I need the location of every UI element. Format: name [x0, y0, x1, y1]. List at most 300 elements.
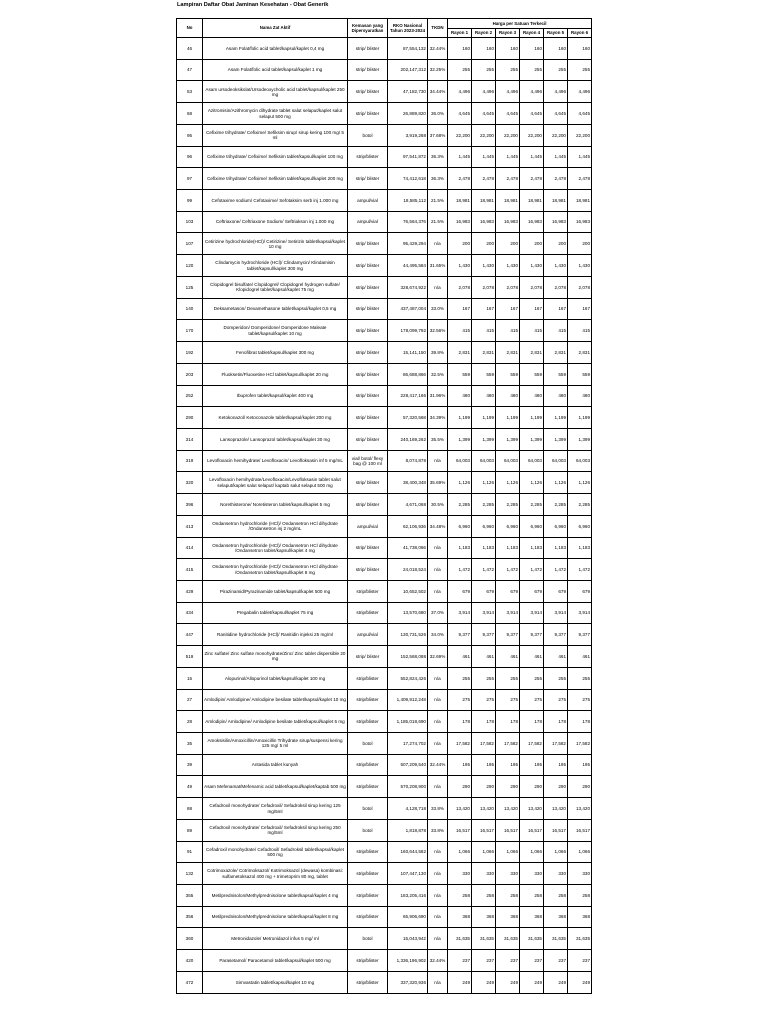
price-region-6-cell: 31,635	[568, 928, 592, 950]
price-region-3-cell: 6,960	[496, 515, 520, 537]
price-region-3-cell: 1,183	[496, 537, 520, 559]
tkdn-cell: n/a	[428, 276, 448, 298]
tkdn-cell: n/a	[428, 580, 448, 602]
price-region-2-cell: 200	[472, 233, 496, 255]
table-row	[177, 428, 592, 450]
active-ingredient-cell: Asam Folat/folic acid tablet/kapsul/kaplet 1 mg	[203, 59, 348, 81]
active-ingredient-cell: Ondansetron hydrochloride (HCl)/ Ondansetron HCl dihydrate /Ondansetron tablet/kapsul/kaplet 8 mg	[203, 559, 348, 581]
active-ingredient-cell: Ondansetron hydrochloride (HCl)/ Ondansetron HCl dihydrate /Ondansetron inj 2 mg/mL	[203, 515, 348, 537]
price-region-1-cell: 249	[448, 971, 472, 993]
rko-cell: 1,336,196,902	[388, 950, 428, 972]
price-region-1-cell: 2,078	[448, 276, 472, 298]
price-region-1-cell: 255	[448, 667, 472, 689]
packaging-cell: strip/ blister	[348, 276, 388, 298]
price-region-2-cell: 9,377	[472, 624, 496, 646]
table-row	[177, 233, 592, 255]
packaging-cell: strip/ blister	[348, 38, 388, 60]
price-region-1-cell: 480	[448, 385, 472, 407]
row-number-cell: 252	[177, 385, 203, 407]
price-region-3-cell: 1,445	[496, 146, 520, 168]
price-region-3-cell: 16,983	[496, 211, 520, 233]
table-row	[177, 494, 592, 516]
tkdn-cell: n/a	[428, 776, 448, 798]
price-region-6-cell: 2,831	[568, 342, 592, 364]
price-region-2-cell: 249	[472, 971, 496, 993]
price-region-4-cell: 167	[520, 298, 544, 320]
price-region-4-cell: 290	[520, 776, 544, 798]
rko-cell: 240,169,262	[388, 428, 428, 450]
rko-cell: 97,541,872	[388, 146, 428, 168]
price-region-6-cell: 200	[568, 233, 592, 255]
price-region-1-cell: 2,478	[448, 168, 472, 190]
active-ingredient-cell: Cetirizine hydrochloride(HCl)/ Cetirizine/ Setirizin tablet/kapsul/kaplet 10 mg	[203, 233, 348, 255]
price-region-6-cell: 290	[568, 776, 592, 798]
price-region-6-cell: 160	[568, 38, 592, 60]
tkdn-cell: n/a	[428, 450, 448, 472]
packaging-cell: strip/ blister	[348, 103, 388, 125]
price-region-1-cell: 275	[448, 689, 472, 711]
price-region-3-cell: 258	[496, 885, 520, 907]
packaging-cell: ampul/vial	[348, 190, 388, 212]
active-ingredient-cell: Fluoksetin/Fluoxetine HCl tablet/kapsul/kaplet 20 mg	[203, 363, 348, 385]
price-region-2-cell: 1,399	[472, 428, 496, 450]
rko-cell: 3,919,268	[388, 124, 428, 146]
price-region-1-cell: 178	[448, 711, 472, 733]
price-region-4-cell: 275	[520, 689, 544, 711]
price-region-1-cell: 1,199	[448, 407, 472, 429]
price-region-3-cell: 255	[496, 59, 520, 81]
active-ingredient-cell: Asam Folat/folic acid tablet/kapsul/kaplet 0,4 mg	[203, 38, 348, 60]
packaging-cell: strip/blister	[348, 667, 388, 689]
price-region-5-cell: 6,960	[544, 515, 568, 537]
packaging-cell: botol	[348, 928, 388, 950]
price-region-4-cell: 1,183	[520, 537, 544, 559]
price-region-2-cell: 160	[472, 38, 496, 60]
price-region-5-cell: 160	[544, 38, 568, 60]
price-region-5-cell: 255	[544, 59, 568, 81]
price-region-6-cell: 2,285	[568, 494, 592, 516]
rko-cell: 13,570,680	[388, 602, 428, 624]
row-number-cell: 132	[177, 863, 203, 885]
active-ingredient-cell: Clopidogrel bisulfate/ Clopidogrel/ Clopidogrel hydrogen sulfate/ Klopidogrel tablet/kapsul/kaplet 75 mg	[203, 276, 348, 298]
price-region-5-cell: 195	[544, 754, 568, 776]
row-number-cell: 414	[177, 537, 203, 559]
price-region-4-cell: 559	[520, 363, 544, 385]
packaging-cell: strip/ blister	[348, 559, 388, 581]
packaging-cell: strip/blister	[348, 711, 388, 733]
tkdn-cell: 31.65%	[428, 255, 448, 277]
price-region-2-cell: 237	[472, 950, 496, 972]
packaging-cell: vial/ botol/ flexy bag @ 100 ml	[348, 450, 388, 472]
price-region-4-cell: 4,496	[520, 81, 544, 103]
price-region-6-cell: 1,066	[568, 841, 592, 863]
tkdn-cell: 34.48%	[428, 515, 448, 537]
rko-cell: 152,568,088	[388, 646, 428, 668]
table-row	[177, 385, 592, 407]
row-number-cell: 49	[177, 776, 203, 798]
price-region-6-cell: 6,960	[568, 515, 592, 537]
tkdn-cell: 32.44%	[428, 754, 448, 776]
tkdn-cell: 33.8%	[428, 798, 448, 820]
rko-cell: 8,074,878	[388, 450, 428, 472]
price-region-6-cell: 249	[568, 971, 592, 993]
price-region-2-cell: 2,831	[472, 342, 496, 364]
packaging-cell: strip/blister	[348, 146, 388, 168]
document-title: Lampiran Daftar Obat Jaminan Kesehatan - Obat Generik	[177, 2, 329, 8]
active-ingredient-cell: Ondansetron hydrochloride (HCl)/ Ondansetron HCl dihydrate /Ondansetron tablet/kapsul/kaplet 4 mg	[203, 537, 348, 559]
price-region-2-cell: 330	[472, 863, 496, 885]
packaging-cell: strip/ blister	[348, 59, 388, 81]
price-region-1-cell: 1,126	[448, 472, 472, 494]
row-number-cell: 203	[177, 363, 203, 385]
header-active-ingredient: Nama Zat Aktif	[203, 19, 348, 38]
table-row	[177, 950, 592, 972]
price-region-6-cell: 22,200	[568, 124, 592, 146]
active-ingredient-cell: Ceftriaxone/ Ceftriaxone Sodium/ Seftriakson inj 1.000 mg	[203, 211, 348, 233]
price-region-4-cell: 1,066	[520, 841, 544, 863]
packaging-cell: strip/ blister	[348, 298, 388, 320]
packaging-cell: strip/blister	[348, 885, 388, 907]
price-region-4-cell: 160	[520, 38, 544, 60]
price-region-5-cell: 9,377	[544, 624, 568, 646]
price-region-3-cell: 9,377	[496, 624, 520, 646]
active-ingredient-cell: Parasetamol/ Paracetamol tablet/kapsul/kaplet 500 mg	[203, 950, 348, 972]
price-region-1-cell: 195	[448, 754, 472, 776]
price-region-3-cell: 415	[496, 320, 520, 342]
row-number-cell: 120	[177, 255, 203, 277]
active-ingredient-cell: Norethisterone/ Noretisteron tablet/kapsul/kaplet 5 mg	[203, 494, 348, 516]
packaging-cell: botol	[348, 798, 388, 820]
active-ingredient-cell: Fenofibrat tablet/kapsul/kaplet 300 mg	[203, 342, 348, 364]
row-number-cell: 99	[177, 190, 203, 212]
rko-cell: 76,564,376	[388, 211, 428, 233]
price-region-5-cell: 275	[544, 689, 568, 711]
price-region-6-cell: 330	[568, 863, 592, 885]
tkdn-cell: 32.44%	[428, 950, 448, 972]
rko-cell: 18,585,112	[388, 190, 428, 212]
tkdn-cell: 32.56%	[428, 320, 448, 342]
row-number-cell: 91	[177, 841, 203, 863]
price-region-4-cell: 1,445	[520, 146, 544, 168]
row-number-cell: 46	[177, 38, 203, 60]
rko-cell: 57,320,568	[388, 407, 428, 429]
tkdn-cell: 35.5%	[428, 428, 448, 450]
rko-cell: 15,141,150	[388, 342, 428, 364]
price-region-5-cell: 22,200	[544, 124, 568, 146]
tkdn-cell: n/a	[428, 885, 448, 907]
table-row	[177, 559, 592, 581]
price-region-5-cell: 368	[544, 906, 568, 928]
row-number-cell: 103	[177, 211, 203, 233]
price-region-6-cell: 3,914	[568, 602, 592, 624]
price-region-2-cell: 559	[472, 363, 496, 385]
packaging-cell: strip/ blister	[348, 646, 388, 668]
rko-cell: 74,412,618	[388, 168, 428, 190]
active-ingredient-cell: Cefixime trihydrate/ Cefixime/ Sefiksim tablet/kapsul/kaplet 100 mg	[203, 146, 348, 168]
rko-cell: 26,889,820	[388, 103, 428, 125]
price-region-3-cell: 1,399	[496, 428, 520, 450]
table-row	[177, 667, 592, 689]
tkdn-cell: 21.5%	[428, 190, 448, 212]
price-region-5-cell: 1,399	[544, 428, 568, 450]
price-region-5-cell: 255	[544, 667, 568, 689]
table-row	[177, 602, 592, 624]
price-region-6-cell: 480	[568, 385, 592, 407]
active-ingredient-cell: Lansoprazole/ Lansoprazol tablet/kapsul/kaplet 30 mg	[203, 428, 348, 450]
price-region-6-cell: 258	[568, 885, 592, 907]
price-region-4-cell: 64,003	[520, 450, 544, 472]
price-region-6-cell: 16,517	[568, 819, 592, 841]
rko-cell: 178,099,792	[388, 320, 428, 342]
tkdn-cell: 34.0%	[428, 624, 448, 646]
rko-cell: 328,674,922	[388, 276, 428, 298]
table-row	[177, 450, 592, 472]
table-header	[177, 19, 592, 38]
price-region-6-cell: 1,199	[568, 407, 592, 429]
price-region-3-cell: 1,066	[496, 841, 520, 863]
active-ingredient-cell: Cefadroxil monohydrate/ Cefadroxil/ Sefadroksil sirup kering 250 mg/5ml	[203, 819, 348, 841]
rko-cell: 183,205,416	[388, 885, 428, 907]
rko-cell: 4,671,068	[388, 494, 428, 516]
packaging-cell: strip/ blister	[348, 472, 388, 494]
price-region-4-cell: 16,983	[520, 211, 544, 233]
price-region-4-cell: 178	[520, 711, 544, 733]
price-region-4-cell: 258	[520, 885, 544, 907]
price-region-3-cell: 330	[496, 863, 520, 885]
rko-cell: 228,417,166	[388, 385, 428, 407]
table-row	[177, 928, 592, 950]
header-packaging: Kemasan yang Dipersyaratkan	[348, 19, 388, 38]
price-region-3-cell: 160	[496, 38, 520, 60]
rko-cell: 87,554,132	[388, 38, 428, 60]
tkdn-cell: 32.69%	[428, 646, 448, 668]
price-region-1-cell: 6,960	[448, 515, 472, 537]
price-region-5-cell: 1,199	[544, 407, 568, 429]
tkdn-cell: n/a	[428, 928, 448, 950]
tkdn-cell: n/a	[428, 667, 448, 689]
row-number-cell: 170	[177, 320, 203, 342]
active-ingredient-cell: Amoksisilin/Amoxicillin/Amoxicillin Trihydrate sirup/suspensi kering 125 mg/ 5 ml	[203, 733, 348, 755]
price-region-3-cell: 22,200	[496, 124, 520, 146]
rko-cell: 1,818,878	[388, 819, 428, 841]
price-region-2-cell: 1,066	[472, 841, 496, 863]
rko-cell: 38,400,348	[388, 472, 428, 494]
price-region-3-cell: 195	[496, 754, 520, 776]
price-region-3-cell: 1,472	[496, 559, 520, 581]
tkdn-cell: n/a	[428, 906, 448, 928]
price-region-5-cell: 178	[544, 711, 568, 733]
price-region-6-cell: 1,472	[568, 559, 592, 581]
row-number-cell: 519	[177, 646, 203, 668]
table-row	[177, 863, 592, 885]
price-region-5-cell: 16,517	[544, 819, 568, 841]
price-region-2-cell: 64,003	[472, 450, 496, 472]
rko-cell: 130,731,526	[388, 624, 428, 646]
active-ingredient-cell: Amlodipin/ Amlodipine/ Amlodipine besilate tablet/kapsul/kaplet 5 mg	[203, 711, 348, 733]
table-row	[177, 906, 592, 928]
price-region-4-cell: 255	[520, 667, 544, 689]
price-region-4-cell: 1,399	[520, 428, 544, 450]
price-region-1-cell: 16,517	[448, 819, 472, 841]
price-region-1-cell: 4,496	[448, 81, 472, 103]
price-region-3-cell: 4,645	[496, 103, 520, 125]
rko-cell: 570,208,900	[388, 776, 428, 798]
price-region-2-cell: 1,199	[472, 407, 496, 429]
price-region-6-cell: 178	[568, 711, 592, 733]
price-region-5-cell: 1,066	[544, 841, 568, 863]
packaging-cell: strip/ blister	[348, 494, 388, 516]
table-row	[177, 798, 592, 820]
row-number-cell: 447	[177, 624, 203, 646]
price-region-6-cell: 1,445	[568, 146, 592, 168]
active-ingredient-cell: Ranitidine hydrochloride (HCl)/ Ranitidin injeksi 25 mg/ml	[203, 624, 348, 646]
price-region-2-cell: 368	[472, 906, 496, 928]
price-region-2-cell: 2,285	[472, 494, 496, 516]
price-region-3-cell: 679	[496, 580, 520, 602]
price-region-2-cell: 18,981	[472, 190, 496, 212]
active-ingredient-cell: Asam ursodeoksikolat/Ursodeoxycholic acid tablet/kapsul/kaplet 250 mg	[203, 81, 348, 103]
price-region-1-cell: 290	[448, 776, 472, 798]
price-region-1-cell: 461	[448, 646, 472, 668]
price-region-4-cell: 255	[520, 59, 544, 81]
price-region-4-cell: 249	[520, 971, 544, 993]
header-tkdn: TKDN	[428, 19, 448, 38]
tkdn-cell: n/a	[428, 971, 448, 993]
table-row	[177, 515, 592, 537]
price-region-6-cell: 4,496	[568, 81, 592, 103]
price-region-5-cell: 17,582	[544, 733, 568, 755]
active-ingredient-cell: Antasida tablet kunyah	[203, 754, 348, 776]
price-region-1-cell: 1,445	[448, 146, 472, 168]
price-region-5-cell: 2,285	[544, 494, 568, 516]
price-region-4-cell: 18,981	[520, 190, 544, 212]
price-region-4-cell: 1,472	[520, 559, 544, 581]
rko-cell: 15,043,942	[388, 928, 428, 950]
packaging-cell: strip/ blister	[348, 255, 388, 277]
table-row	[177, 819, 592, 841]
price-region-6-cell: 167	[568, 298, 592, 320]
price-region-2-cell: 1,430	[472, 255, 496, 277]
tkdn-cell: 37.0%	[428, 602, 448, 624]
price-region-4-cell: 2,478	[520, 168, 544, 190]
packaging-cell: strip/blister	[348, 841, 388, 863]
price-region-2-cell: 2,478	[472, 168, 496, 190]
active-ingredient-cell: Cefixime trihydrate/ Cefixime/ Sefiksim sirup/ sirup kering 100 mg/ 5 ml	[203, 124, 348, 146]
row-number-cell: 434	[177, 602, 203, 624]
rko-cell: 160,644,582	[388, 841, 428, 863]
price-region-2-cell: 13,420	[472, 798, 496, 820]
table-row	[177, 342, 592, 364]
table-row	[177, 776, 592, 798]
price-region-6-cell: 1,430	[568, 255, 592, 277]
row-number-cell: 15	[177, 667, 203, 689]
price-region-1-cell: 368	[448, 906, 472, 928]
price-region-4-cell: 368	[520, 906, 544, 928]
price-region-1-cell: 1,183	[448, 537, 472, 559]
price-region-2-cell: 461	[472, 646, 496, 668]
packaging-cell: strip/blister	[348, 776, 388, 798]
tkdn-cell: n/a	[428, 711, 448, 733]
price-region-6-cell: 275	[568, 689, 592, 711]
price-region-2-cell: 275	[472, 689, 496, 711]
header-price-group: Harga per Satuan Terkecil	[448, 19, 592, 29]
price-region-1-cell: 1,430	[448, 255, 472, 277]
price-region-1-cell: 18,981	[448, 190, 472, 212]
packaging-cell: strip/ blister	[348, 385, 388, 407]
price-region-3-cell: 290	[496, 776, 520, 798]
price-region-5-cell: 461	[544, 646, 568, 668]
price-region-6-cell: 18,981	[568, 190, 592, 212]
price-region-2-cell: 255	[472, 59, 496, 81]
price-region-4-cell: 200	[520, 233, 544, 255]
price-region-1-cell: 2,831	[448, 342, 472, 364]
active-ingredient-cell: Deksametason/ Dexamethasone tablet/kapsul/kaplet 0,5 mg	[203, 298, 348, 320]
table-row	[177, 841, 592, 863]
price-region-4-cell: 16,517	[520, 819, 544, 841]
price-region-1-cell: 64,003	[448, 450, 472, 472]
tkdn-cell: 36.3%	[428, 168, 448, 190]
packaging-cell: strip/blister	[348, 580, 388, 602]
active-ingredient-cell: Cotrimoxazole/ Cotrimoksazol/ Kotrimoksazol (dewasa) kombinasi: sulfametoksazol 400 mg + trimetoprim 80 mg, tablet	[203, 863, 348, 885]
row-number-cell: 396	[177, 494, 203, 516]
price-region-5-cell: 258	[544, 885, 568, 907]
packaging-cell: strip/ blister	[348, 537, 388, 559]
table-body	[177, 38, 592, 994]
row-number-cell: 413	[177, 515, 203, 537]
price-region-5-cell: 2,078	[544, 276, 568, 298]
price-region-6-cell: 368	[568, 906, 592, 928]
rko-cell: 62,106,936	[388, 515, 428, 537]
tkdn-cell: 35.69%	[428, 472, 448, 494]
price-region-6-cell: 1,183	[568, 537, 592, 559]
packaging-cell: strip/blister	[348, 863, 388, 885]
active-ingredient-cell: Levofloxacin hemihydrate/ Levofloxacin/ Levofloksasin inf 5 mg/mL	[203, 450, 348, 472]
packaging-cell: strip/ blister	[348, 407, 388, 429]
price-region-6-cell: 2,478	[568, 168, 592, 190]
active-ingredient-cell: Zinc sulfate/ Zinc sulfate monohydrate/Zinc/ Zinc tablet dispersible 20 mg	[203, 646, 348, 668]
active-ingredient-cell: Ketokonazol/ Ketoconazole tablet/kapsul/kaplet 200 mg	[203, 407, 348, 429]
active-ingredient-cell: Pirazinamid/Pyrazinamide tablet/kapsul/kaplet 500 mg	[203, 580, 348, 602]
price-region-2-cell: 17,582	[472, 733, 496, 755]
price-region-3-cell: 31,635	[496, 928, 520, 950]
price-region-2-cell: 2,078	[472, 276, 496, 298]
price-region-6-cell: 559	[568, 363, 592, 385]
price-region-5-cell: 13,420	[544, 798, 568, 820]
rko-cell: 202,147,312	[388, 59, 428, 81]
active-ingredient-cell: Cefotaxime sodium/ Cefotaxime/ Sefotaksim serb inj 1.000 mg	[203, 190, 348, 212]
row-number-cell: 89	[177, 819, 203, 841]
table-row	[177, 38, 592, 60]
price-region-2-cell: 4,496	[472, 81, 496, 103]
header-region-3: Rayon 3	[496, 29, 520, 38]
active-ingredient-cell: Amlodipin/ Amlodipine/ Amlodipine besilate tablet/kapsul/kaplet 10 mg	[203, 689, 348, 711]
active-ingredient-cell: Simvastatin tablet/kapsul/kaplet 10 mg	[203, 971, 348, 993]
tkdn-cell: n/a	[428, 559, 448, 581]
header-region-4: Rayon 4	[520, 29, 544, 38]
active-ingredient-cell: Metronidazole/ Metronidazol infus 5 mg/ ml	[203, 928, 348, 950]
active-ingredient-cell: Cefadroxil monohydrate/ Cefadroxil/ Sefadroksil sirup kering 125 mg/5ml	[203, 798, 348, 820]
price-region-5-cell: 3,914	[544, 602, 568, 624]
row-number-cell: 35	[177, 733, 203, 755]
row-number-cell: 28	[177, 711, 203, 733]
price-region-1-cell: 679	[448, 580, 472, 602]
table-row	[177, 537, 592, 559]
table-row	[177, 146, 592, 168]
price-region-3-cell: 1,430	[496, 255, 520, 277]
table-row	[177, 733, 592, 755]
row-number-cell: 314	[177, 428, 203, 450]
price-region-6-cell: 17,582	[568, 733, 592, 755]
